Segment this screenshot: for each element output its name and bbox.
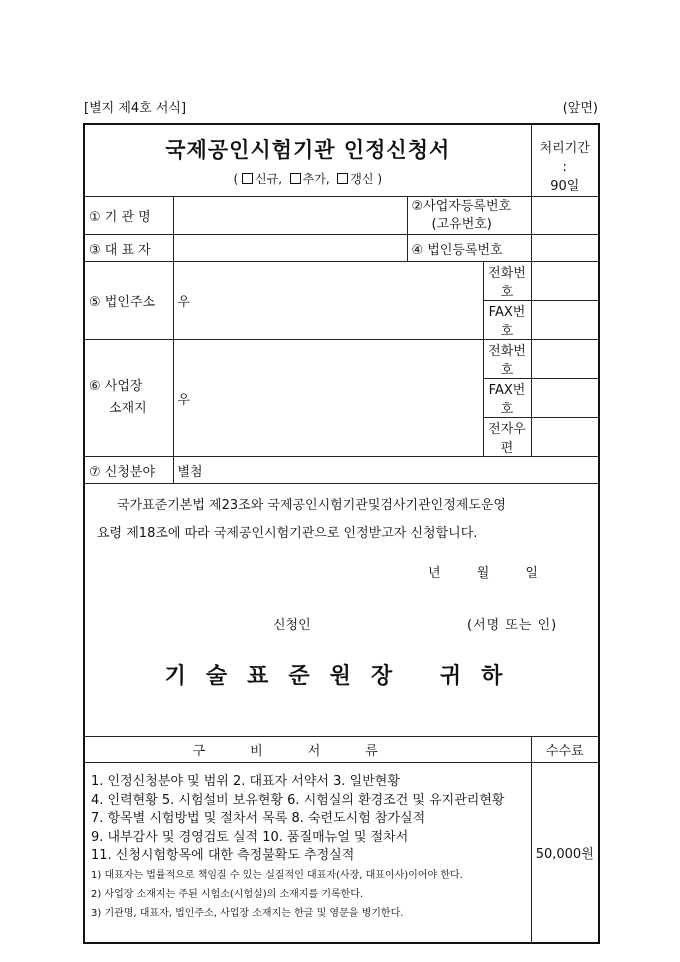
site-addr-input[interactable]: [173, 340, 483, 457]
corp-addr-input[interactable]: [173, 262, 483, 340]
corp-phone-input[interactable]: [531, 262, 599, 301]
site-fax-input[interactable]: [531, 379, 599, 418]
postal-mark: 우: [177, 295, 191, 310]
field-value: 별첨: [177, 464, 203, 480]
statement-line-1: 국가표준기본법 제23조와 국제공인시험기관및검사기관인정제도운영: [117, 498, 506, 513]
note-item: 3) 기관명, 대표자, 법인주소, 사업장 소재지는 한글 및 영문을 병기한다.: [91, 907, 404, 919]
corp-reg-no-input[interactable]: [531, 235, 599, 262]
document-item: 9. 내부감사 및 경영검토 실적 10. 품질매뉴얼 및 절차서: [91, 829, 409, 845]
renew-option-label: 갱신: [350, 172, 374, 186]
processing-period-label: 처리기간 :: [539, 141, 590, 175]
org-name-label: ① 기 관 명: [84, 197, 173, 235]
site-label-2: 소재지: [109, 401, 147, 416]
renew-checkbox[interactable]: [337, 173, 348, 184]
site-phone-input[interactable]: [531, 340, 599, 379]
biz-reg-no-input[interactable]: [531, 197, 599, 235]
site-email-label: 전자우편: [483, 418, 531, 457]
statement-line-2: 요령 제18조에 따라 국제공인시험기관으로 인정받고자 신청합니다.: [97, 526, 478, 541]
add-option-label: 추가,: [302, 172, 330, 186]
processing-period-days: 90일: [550, 179, 580, 194]
site-postal-mark: 우: [177, 392, 191, 408]
unique-no-label: (고유번호): [431, 216, 492, 232]
org-name-input[interactable]: [173, 197, 407, 235]
add-checkbox[interactable]: [290, 173, 301, 184]
site-phone-label: 전화번호: [483, 340, 531, 379]
title-cell: [84, 124, 531, 197]
corp-reg-no-label: ④ 법인등록번호: [407, 235, 531, 262]
corp-phone-label: 전화번호: [483, 262, 531, 301]
processing-period: [531, 124, 599, 197]
document-item: 1. 인정신청분야 및 범위 2. 대표자 서약서 3. 일반현황: [91, 774, 400, 789]
date-line: 년 월 일: [428, 566, 538, 581]
document-item: 11. 신청시험항목에 대한 측정불확도 추정실적: [91, 848, 355, 863]
field-input[interactable]: [173, 457, 599, 484]
corp-fax-input[interactable]: [531, 301, 599, 340]
rep-input[interactable]: [173, 235, 407, 262]
form-number-label: [별지 제4호 서식]: [84, 101, 187, 116]
fee-header: 수수료: [531, 737, 599, 763]
applicant-label: 신청인: [273, 618, 311, 633]
document-item: 4. 인력현황 5. 시험설비 보유현황 6. 시험실의 환경조건 및 유지관리현황: [91, 792, 505, 808]
rep-label: ③ 대 표 자: [84, 235, 173, 262]
signature-row: [97, 612, 590, 640]
document-item: 7. 항목별 시험방법 및 절차서 목록 8. 숙련도시험 참가실적: [91, 811, 426, 826]
fee-amount: 50,000원: [531, 763, 599, 943]
site-fax-label: FAX번호: [483, 379, 531, 418]
statement-cell: [84, 484, 599, 737]
seal-label: (서명 또는 인): [467, 618, 558, 633]
page-side-label: (앞면): [562, 101, 598, 116]
form-title: 국제공인시험기관 인정신청서: [165, 137, 451, 162]
application-type-options: ( 신규, 추가, 갱신 ): [233, 172, 382, 186]
field-label: ⑦ 신청분야: [84, 457, 173, 484]
documents-header: 구비서류: [84, 737, 531, 763]
site-label: ⑥ 사업장: [89, 379, 143, 394]
note-item: 1) 대표자는 법률적으로 책임질 수 있는 실질적인 대표자(사장, 대표이사)이어야 한다.: [91, 869, 463, 881]
note-item: 2) 사업장 소재지는 주된 시험소(시험실)의 소재지를 기록한다.: [91, 888, 364, 900]
application-form-table: [83, 123, 600, 944]
new-option-label: 신규,: [255, 172, 283, 186]
site-email-input[interactable]: [531, 418, 599, 457]
corp-fax-label: FAX번호: [483, 301, 531, 340]
addressee: 기술표준원장 귀하: [164, 663, 523, 689]
biz-reg-no-label: ②사업자등록번호: [411, 198, 512, 214]
corp-addr-label: ⑤ 법인주소: [84, 262, 173, 340]
documents-list: [84, 763, 531, 943]
new-checkbox[interactable]: [242, 173, 253, 184]
